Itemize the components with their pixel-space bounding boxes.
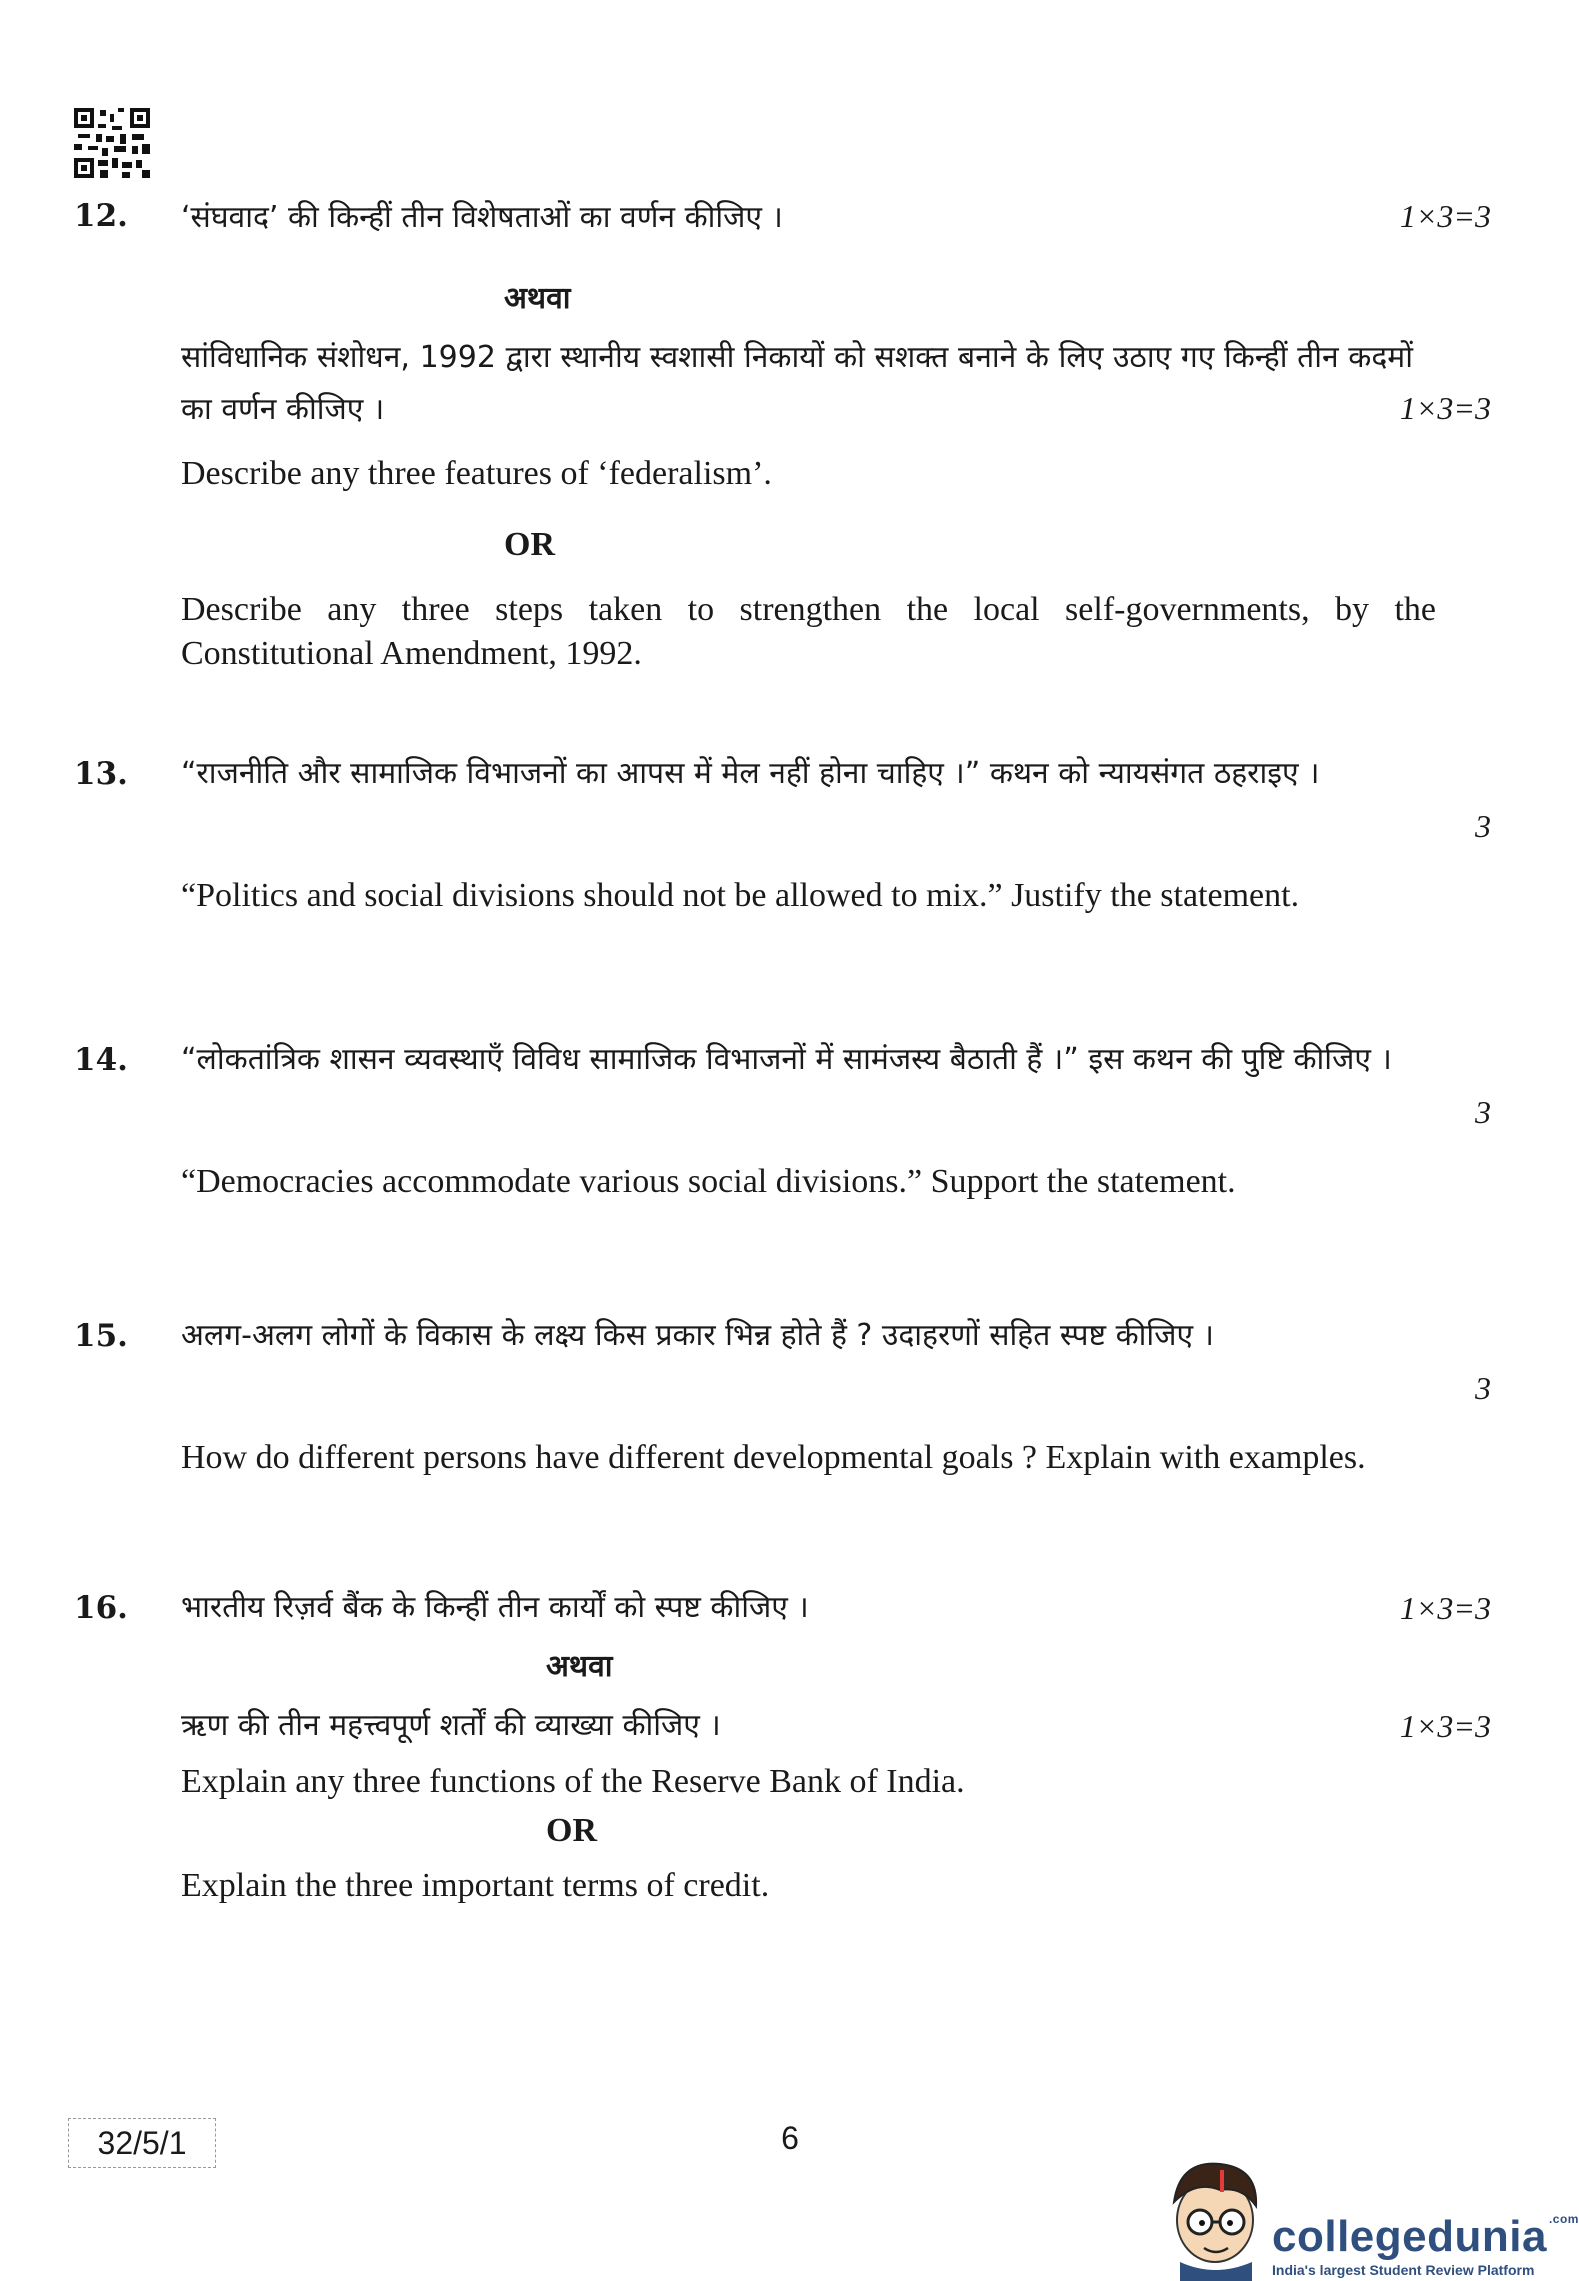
question-hindi-alt-text: ऋण की तीन महत्त्वपूर्ण शर्तों की व्याख्या कीजिए । [181, 1708, 721, 1743]
question-english-alt-text: Describe any three steps taken to strengthen the local self-governments, by the Constitutional Amendment, 1992. [181, 591, 1436, 672]
question-number: 14. [74, 1042, 128, 1078]
marks-label: 3 [1475, 808, 1491, 844]
question-hindi-alt-text: सांविधानिक संशोधन, 1992 द्वारा स्थानीय स्वशासी निकायों को सशक्त बनाने के लिए उठाए गए किन्हीं तीन कदमों का वर्णन कीजिए । [181, 340, 1413, 427]
question-number: 15. [74, 1318, 128, 1354]
question-number: 13. [74, 756, 128, 792]
marks-label: 3 [1475, 1370, 1491, 1406]
question-english-text: How do different persons have different developmental goals ? Explain with examples. [181, 1439, 1366, 1476]
question-english-alt-text: Explain the three important terms of credit. [181, 1867, 770, 1904]
marks-label: 1×3=3 [1399, 198, 1491, 234]
marks-label: 1×3=3 [1399, 390, 1491, 426]
question-hindi-text: अलग-अलग लोगों के विकास के लक्ष्य किस प्रकार भिन्न होते हैं ? उदाहरणों सहित स्पष्ट कीजिए । [181, 1318, 1214, 1353]
or-separator-english: OR [504, 526, 555, 563]
question-hindi-text: ‘संघवाद’ की किन्हीं तीन विशेषताओं का वर्णन कीजिए । [181, 200, 783, 235]
mascot-logo-icon [1160, 2150, 1270, 2281]
marks-label: 1×3=3 [1399, 1590, 1491, 1626]
brand-suffix: .com [1548, 2212, 1579, 2226]
or-separator-hindi: अथवा [546, 1649, 613, 1684]
or-separator-hindi: अथवा [504, 281, 571, 316]
marks-label: 1×3=3 [1399, 1708, 1491, 1744]
brand-tagline: India's largest Student Review Platform [1272, 2262, 1535, 2278]
qr-code-icon [74, 108, 150, 178]
question-hindi-text: “राजनीति और सामाजिक विभाजनों का आपस में मेल नहीं होना चाहिए ।” कथन को न्यायसंगत ठहराइए । [181, 756, 1320, 791]
paper-code: 32/5/1 [68, 2118, 216, 2168]
question-english-text: “Democracies accommodate various social divisions.” Support the statement. [181, 1163, 1236, 1200]
question-english-text: Explain any three functions of the Reserve Bank of India. [181, 1763, 965, 1800]
question-number: 16. [74, 1590, 128, 1626]
question-hindi-text: “लोकतांत्रिक शासन व्यवस्थाएँ विविध सामाजिक विभाजनों में सामंजस्य बैठाती हैं ।” इस कथन की पुष्टि कीजिए । [181, 1042, 1392, 1077]
question-hindi-text: भारतीय रिज़र्व बैंक के किन्हीं तीन कार्यों को स्पष्ट कीजिए । [181, 1590, 809, 1625]
question-english-text: Describe any three features of ‘federalism’. [181, 455, 772, 492]
page-number: 6 [781, 2120, 799, 2156]
marks-label: 3 [1475, 1094, 1491, 1130]
question-english-text: “Politics and social divisions should not be allowed to mix.” Justify the statement. [181, 877, 1300, 914]
or-separator-english: OR [546, 1812, 597, 1849]
brand-name-text: collegedunia [1272, 2212, 1547, 2261]
question-number: 12. [74, 198, 128, 234]
brand-name [1272, 2212, 1579, 2262]
